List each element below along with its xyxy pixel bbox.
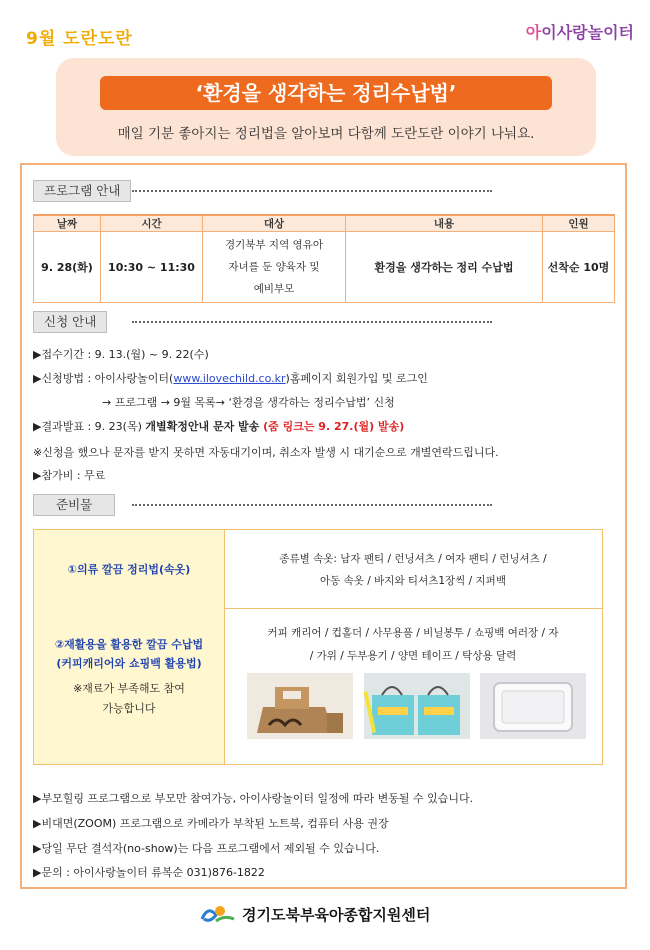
hero-banner	[56, 58, 596, 156]
note-item: ▶당일 무단 결석자(no-show)는 다음 프로그램에서 제외될 수 있습니다.	[33, 842, 380, 855]
col-header-capacity: 인원	[543, 215, 615, 232]
prep-item1-title-cell	[34, 530, 225, 609]
cell-target-line: 경기북부 지역 영유아	[225, 239, 323, 251]
section-label-prep: 준비물	[33, 494, 115, 516]
brand-logo	[526, 20, 634, 43]
brand-logo-text: 이사랑놀이터	[541, 23, 634, 42]
shopping-bag-illustration	[364, 673, 470, 739]
footer-org	[198, 900, 430, 928]
prep-item2-desc: 커피 캐리어 / 컵홀더 / 사무용품 / 비닐봉투 / 쇼핑백 여러장 / 자	[267, 627, 559, 639]
apply-notice: ※신청을 했으나 문자를 받지 못하면 자동대기이며, 취소자 발생 시 대기순으로 개별연락드립니다.	[33, 446, 499, 459]
apply-method-prefix: ▶신청방법 : 아이사랑놀이터(	[33, 372, 174, 385]
note-item: ▶부모힐링 프로그램으로 부모만 참여가능, 아이사랑놀이터 일정에 따라 변동될 수 있습니다.	[33, 792, 474, 805]
apply-period: ▶접수기간 : 9. 13.(월) ~ 9. 22(수)	[33, 348, 209, 361]
prep-item2-title-cell	[34, 608, 225, 764]
coffee-carrier-photo	[247, 673, 353, 739]
cell-target	[203, 232, 346, 303]
program-table	[33, 214, 615, 303]
section-divider	[132, 190, 492, 192]
homepage-link[interactable]: www.ilovechild.co.kr	[173, 372, 286, 385]
prep-item2-desc: / 가위 / 두부용기 / 양면 테이프 / 탁상용 달력	[309, 650, 517, 662]
cell-target-line: 자녀를 둔 양육자 및	[228, 261, 320, 273]
tofu-container-illustration	[480, 673, 586, 739]
prep-item2-subtitle: (커피캐리어와 쇼핑백 활용법)	[56, 657, 202, 670]
prep-item2-note: ※재료가 부족해도 참여	[73, 682, 185, 695]
note-item: ▶비대면(ZOOM) 프로그램으로 카메라가 부착된 노트북, 컴퓨터 사용 권장	[33, 817, 389, 830]
prep-item2-title: ②재활용을 활용한 깔끔 수납법	[54, 638, 204, 651]
section-divider	[132, 321, 492, 323]
apply-result-prefix: ▶결과발표 : 9. 23(목)	[33, 420, 146, 433]
cell-capacity: 선착순 10명	[543, 232, 615, 303]
col-header-target: 대상	[203, 215, 346, 232]
apply-result-bold: 개별확정안내 문자 발송	[145, 420, 264, 433]
footer-org-name: 경기도북부육아종합지원센터	[242, 905, 431, 924]
section-label-program: 프로그램 안내	[33, 180, 131, 202]
cell-content: 환경을 생각하는 정리 수납법	[346, 232, 543, 303]
col-header-date: 날짜	[34, 215, 101, 232]
apply-method-suffix: )홈페이지 회원가입 및 로그인	[285, 372, 428, 385]
tofu-container-photo	[480, 673, 586, 739]
hero-subtitle: 매일 기분 좋아지는 정리법을 알아보며 다함께 도란도란 이야기 나눠요.	[117, 126, 535, 142]
program-table-header	[34, 215, 615, 232]
section-divider	[132, 504, 492, 506]
brand-logo-initial: 아	[525, 23, 542, 42]
prep-table	[33, 529, 603, 765]
hero-title: ‘환경을 생각하는 정리수납법’	[100, 76, 552, 110]
prep-item1-desc: 아동 속옷 / 바지와 티셔츠1장씩 / 지퍼백	[320, 575, 506, 587]
month-title: 9월 도란도란	[26, 29, 133, 49]
shopping-bag-photo	[364, 673, 470, 739]
coffee-carrier-illustration	[247, 673, 353, 739]
prep-item1-title: ①의류 깔끔 정리법(속옷)	[67, 563, 191, 576]
prep-item2-note: 가능합니다	[102, 702, 156, 715]
org-logo-icon	[198, 901, 238, 927]
prep-item1-desc: 종류별 속옷: 남자 팬티 / 런닝셔츠 / 여자 팬티 / 런닝셔츠 /	[279, 553, 547, 565]
prep-row-divider	[224, 608, 602, 609]
apply-fee: ▶참가비 : 무료	[33, 469, 106, 482]
cell-time: 10:30 ~ 11:30	[101, 232, 203, 303]
col-header-content: 내용	[346, 215, 543, 232]
apply-method	[33, 370, 428, 386]
zoom-link-notice: (줌 링크는 9. 27.(월) 발송)	[263, 420, 405, 433]
col-header-time: 시간	[101, 215, 203, 232]
contact-info: ▶문의 : 아이사랑놀이터 류복순 031)876-1822	[33, 866, 265, 879]
table-row	[34, 232, 615, 303]
section-label-apply: 신청 안내	[33, 311, 107, 333]
apply-method-steps: → 프로그램 → 9월 목록→ ‘환경을 생각하는 정리수납법’ 신청	[102, 396, 395, 409]
apply-result	[33, 418, 404, 434]
cell-target-line: 예비부모	[253, 283, 295, 295]
cell-date: 9. 28(화)	[34, 232, 101, 303]
